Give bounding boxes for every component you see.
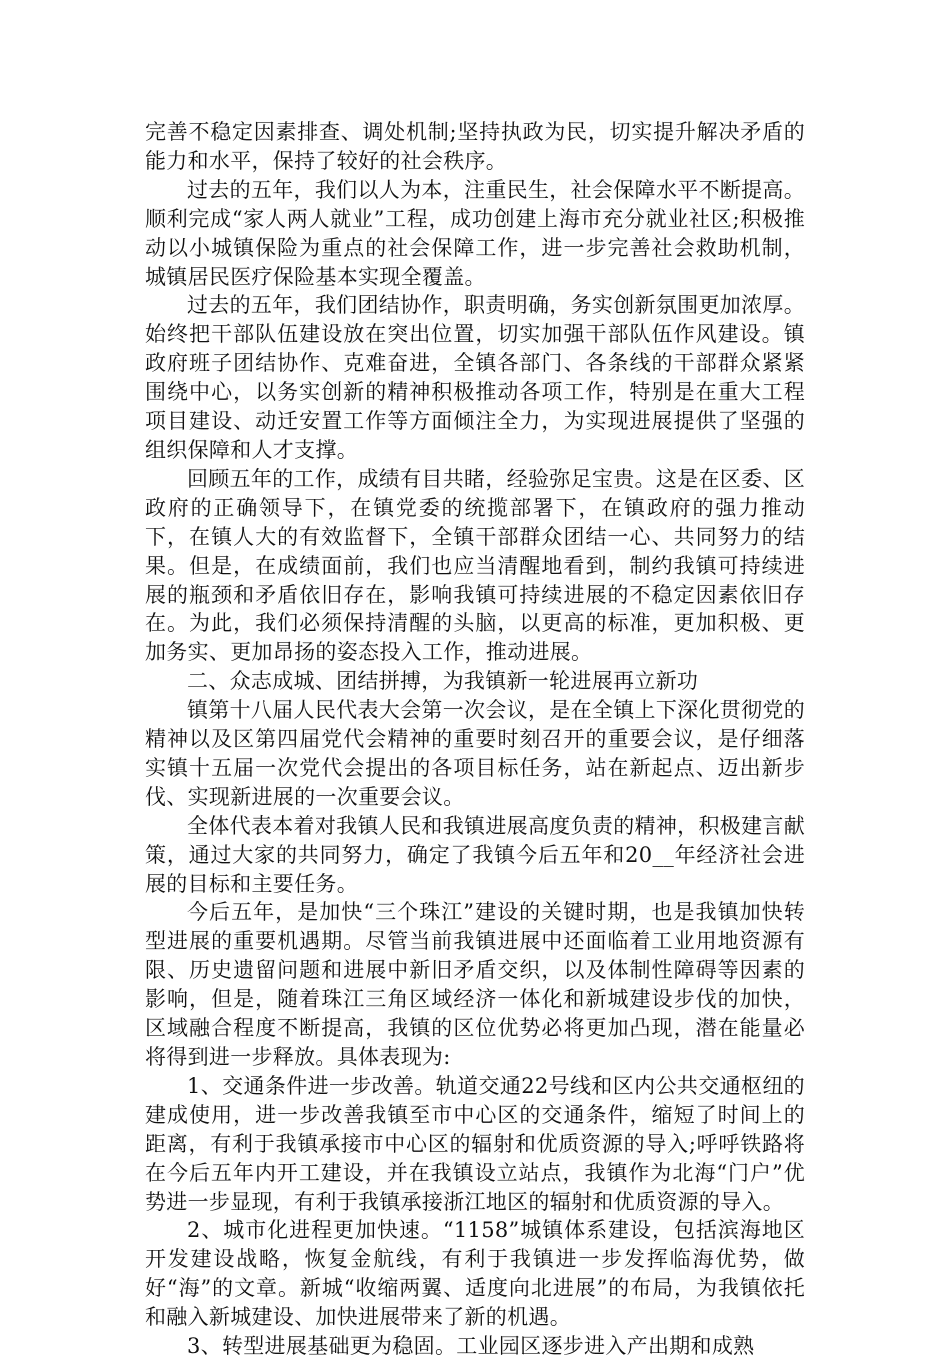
paragraph-social-security: 过去的五年，我们以人为本，注重民生，社会保障水平不断提高。顺利完成“家人两人就业”工程，成功创建上海市充分就业社区;积极推动以小城镇保险为重点的社会保障工作，进一步完善社会救助机制，城镇居民医疗保险基本实现全覆盖。 [145, 177, 805, 289]
paragraph-cadre-team: 过去的五年，我们团结协作，职责明确，务实创新氛围更加浓厚。始终把干部队伍建设放在突出位置，切实加强干部队伍作风建设。镇政府班子团结协作、克难奋进，全镇各部门、各条线的干部群众紧紧围绕中心，以务实创新的精神积极推动各项工作，特别是在重大工程项目建设、动迁安置工作等方面倾注全力，为实现进展提供了坚强的组织保障和人才支撑。 [145, 293, 805, 462]
paragraph-next-five-years: 今后五年，是加快“三个珠江”建设的关键时期，也是我镇加快转型进展的重要机遇期。尽管当前我镇进展中还面临着工业用地资源有限、历史遗留问题和进展中新旧矛盾交织，以及体制性障碍等因素的影响，但是，随着珠江三角区域经济一体化和新城建设步伐的加快，区域融合程度不断提高，我镇的区位优势必将更加凸现，潜在能量必将得到进一步释放。具体表现为: [145, 900, 805, 1069]
paragraph-congress: 镇第十八届人民代表大会第一次会议，是在全镇上下深化贯彻党的精神以及区第四届党代会精神的重要时刻召开的重要会议，是仔细落实镇十五届一次党代会提出的各项目标任务，站在新起点、迈出新步伐、实现新进展的一次重要会议。 [145, 698, 805, 809]
paragraph-item-3-transformation: 3、转型进展基础更为稳固。工业园区逐步进入产出期和成熟 [187, 1334, 755, 1359]
paragraph-item-2-urbanization: 2、城市化进程更加快速。“1158”城镇体系建设，包括滨海地区开发建设战略，恢复金航线，有利于我镇进一步发挥临海优势，做好“海”的文章。新城“收缩两翼、适度向北进展”的布局，为我镇依托和融入新城建设、加快进展带来了新的机遇。 [145, 1218, 805, 1330]
paragraph-continuation: 完善不稳定因素排查、调处机制;坚持执政为民，切实提升解决矛盾的能力和水平，保持了较好的社会秩序。 [145, 120, 805, 173]
section-heading-2: 二、众志成城、团结拼搏，为我镇新一轮进展再立新功 [187, 669, 699, 694]
paragraph-delegates: 全体代表本着对我镇人民和我镇进展高度负责的精神，积极建言献策，通过大家的共同努力，确定了我镇今后五年和20__年经济社会进展的目标和主要任务。 [145, 813, 805, 896]
paragraph-review: 回顾五年的工作，成绩有目共睹，经验弥足宝贵。这是在区委、区政府的正确领导下，在镇党委的统揽部署下，在镇政府的强力推动下，在镇人大的有效监督下，全镇干部群众团结一心、共同努力的结果。但是，在成绩面前，我们也应当清醒地看到，制约我镇可持续进展的瓶颈和矛盾依旧存在，影响我镇可持续进展的不稳定因素依旧存在。为此，我们必须保持清醒的头脑，以更高的标准，更加积极、更加务实、更加昂扬的姿态投入工作，推动进展。 [145, 466, 805, 665]
document-body [145, 118, 805, 1361]
paragraph-item-1-transport: 1、交通条件进一步改善。轨道交通22号线和区内公共交通枢纽的建成使用，进一步改善我镇至市中心区的交通条件，缩短了时间上的距离，有利于我镇承接市中心区的辐射和优质资源的导入;呼呼铁路将在今后五年内开工建设，并在我镇设立站点，我镇作为北海“门户”优势进一步显现，有利于我镇承接浙江地区的辐射和优质资源的导入。 [145, 1073, 805, 1214]
